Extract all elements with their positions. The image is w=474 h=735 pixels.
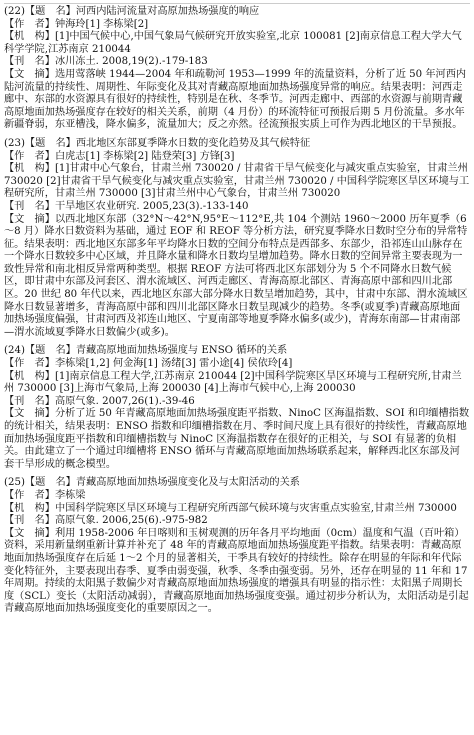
title-label: 【题 名】: [24, 345, 76, 357]
source-label: 【刊 名】: [4, 200, 55, 212]
abstract-label: 【文 摘】: [4, 527, 55, 539]
record-24: [4, 345, 470, 471]
record-author: 白虎志[1] 李栋梁[2] 陆登荣[3] 方锋[3]: [54, 150, 235, 162]
record-abstract: 利用 1958-2006 年日喀则和玉树观测的历年各月平均地面（0cm）温度和气温（百叶箱）资料，采用新量纲重新计算并补充了 48 年的青藏高原地面加热场强度距平指数。结果表明：青藏高原地面加热场强度存在后延 1～2 个月的显著相关，干季具有较好的持续性。除存在明显的年际和年代际变化特征外，主要表现出春季、夏季由弱变强，秋季、冬季由强变弱。另外，还存在明显的 11 年和 17 年周期。持续的太阳黑子数偏少对青藏高原地面加热场强度的增强具有明显的指示性：太阳黑子周期长度（SCL）变长（太阳活动减弱），青藏高原地面加热场强度变强。通过初步分析认为，太阳活动是引起青藏高原地面加热场强度变化的重要原因之一。: [4, 527, 469, 615]
record-author: 钟海玲[1] 李栋梁[2]: [54, 18, 149, 30]
record-title: 青藏高原地面加热场强度与 ENSO 循环的关系: [75, 345, 288, 357]
source-label: 【刊 名】: [4, 515, 55, 527]
top-divider: [4, 3, 470, 4]
record-abstract: 选用莺落峡 1944—2004 年和疏勒河 1953—1999 年的流量资料，分析了近 50 年河西内陆河流量的持续性、周期性、年际变化及其对青藏高原地面加热场强度异常的响应。结果表明：河西走廊中、东部的水资源具有很好的持续性，特别是在秋、冬季节。河西走廊中、西部的水资源与前期青藏高原地面加热场强度存在较好的相关关系，前期（4 月份）的环流特征可预报后期 5 月份流量。多水年新疆脊弱，东亚槽浅，降水偏多，流量加大；反之亦然。径流预报实质上可作为西北地区的干旱预报。: [4, 68, 467, 131]
record-23: [4, 138, 470, 340]
record-org-line: [4, 371, 470, 396]
record-org-line: [4, 163, 470, 201]
record-25: [4, 477, 470, 616]
record-author: 李栋梁[1,2] 何金海[1] 汤绪[3] 雷小途[4] 侯依玲[4]: [54, 358, 293, 370]
record-author-line: [4, 490, 470, 503]
record-number: (25): [4, 477, 25, 489]
abstract-label: 【文 摘】: [4, 213, 55, 225]
record-title-line: [4, 477, 470, 490]
source-label: 【刊 名】: [4, 56, 55, 68]
record-author-line: [4, 151, 470, 164]
record-source: 干旱地区农业研究. 2005,23(3).-133-140: [54, 200, 249, 212]
record-22: [4, 6, 470, 132]
author-label: 【作 者】: [4, 150, 55, 162]
org-label: 【机 构】: [4, 31, 55, 43]
record-abstract-line: [4, 69, 470, 132]
record-org: [1]甘肃中心气象台，甘肃兰州 730020 / 甘肃省干旱气候变化与减灾重点实验室，甘肃兰州 730020 [2]甘肃省干旱气候变化与减灾重点实验室，甘肃兰州 730020 / 中国科学院寒区旱区环境与工程研究所，甘肃兰州 730000 [3]甘肃兰州中心气象台，甘肃兰州 730020: [4, 163, 470, 200]
record-number: (24): [4, 345, 25, 357]
author-label: 【作 者】: [4, 18, 55, 30]
record-author: 李栋梁: [54, 489, 86, 501]
record-abstract-line: [4, 408, 470, 471]
record-org: 中国科学院寒区旱区环境与工程研究所西部气候环境与灾害重点实验室,甘肃兰州 730000: [54, 502, 457, 514]
record-org-line: [4, 503, 470, 516]
org-label: 【机 构】: [4, 163, 55, 175]
record-source: 高原气象. 2006,25(6).-975-982: [54, 515, 208, 527]
abstract-label: 【文 摘】: [4, 68, 55, 80]
record-source: 高原气象. 2007,26(1).-39-46: [54, 395, 195, 407]
record-abstract-line: [4, 214, 470, 340]
record-number: (22): [4, 6, 25, 17]
record-number: (23): [4, 137, 25, 149]
record-org-line: [4, 31, 470, 56]
author-label: 【作 者】: [4, 358, 55, 370]
org-label: 【机 构】: [4, 502, 55, 514]
record-title: 河西内陆河流量对高原加热场强度的响应: [75, 6, 260, 17]
record-title: 青藏高原地面加热场强度变化及与太阳活动的关系: [75, 477, 300, 489]
source-label: 【刊 名】: [4, 395, 55, 407]
record-source-line: [4, 56, 470, 69]
record-title-line: [4, 138, 470, 151]
record-author-line: [4, 358, 470, 371]
record-title: 西北地区东部夏季降水日数的变化趋势及其气候特征: [75, 137, 311, 149]
record-abstract-line: [4, 528, 470, 616]
record-title-line: [4, 345, 470, 358]
title-label: 【题 名】: [24, 477, 76, 489]
record-org: [1]中国气候中心,中国气象局气候研究开放实验室,北京 100081 [2]南京信息工程大学大气科学学院,江苏南京 210044: [4, 31, 462, 55]
org-label: 【机 构】: [4, 370, 55, 382]
abstract-label: 【文 摘】: [4, 408, 55, 420]
author-label: 【作 者】: [4, 489, 55, 501]
title-label: 【题 名】: [24, 137, 76, 149]
record-org: [1]南京信息工程大学,江苏南京 210044 [2]中国科学院寒区旱区环境与工程研究所,甘肃兰州 730000 [3]上海市气象局,上海 200030 [4]上海市气候中心,上海 200030: [4, 370, 462, 395]
record-source-line: [4, 396, 470, 409]
record-source: 冰川冻土. 2008,19(2).-179-183: [54, 56, 208, 68]
record-abstract: 以西北地区东部（32°N～42°N,95°E～112°E,共 104 个测站 1960～2000 历年夏季（6～8 月）降水日数资料为基础，通过 EOF 和 REOF 等分析方法，研究夏季降水日数时空分布的异常特征。结果表明：西北地区东部多年平均降水日数的空间分布特点是西部多、东部少，沿祁连山山脉存在一个降水日数较多中心区域，并且降水量和降水日数均呈增加趋势。降水日数的空间异常主要表现为一致性异常和南北相反异常两种类型。根据 REOF 方法可将西北区东部划分为 5 个不同降水日数气候区，即甘肃中东部及河套区、渭水流域区、河西走廊区、青海高原北部区、青海高原中部和四川北部区。20 世纪 80 年代以来，西北地区东部大部分降水日数呈增加趋势，其中，甘肃中东部、渭水流域区降水日数显著增多，青海高原中部和四川北部区降水日数呈现减少的趋势。冬季(或夏季)青藏高原地面加热场强度偏强，甘肃河西及祁连山地区、宁夏南部等地夏季降水偏多(或少)，青海东南部—甘肃南部—渭水流域夏季降水日数偏少(或多)。: [4, 213, 468, 338]
record-title-line: [4, 6, 470, 19]
title-label: 【题 名】: [24, 6, 76, 17]
record-source-line: [4, 515, 470, 528]
record-source-line: [4, 201, 470, 214]
record-author-line: [4, 19, 470, 32]
record-abstract: 分析了近 50 年青藏高原地面加热场强度距平指数、NinoC 区海温指数、SOI 和印缅槽指数的统计相关，结果表明：ENSO 指数和印缅槽指数在月、季时间尺度上具有很好的持续性，青藏高原地面加热场强度距平指数和印缅槽指数与 NinoC 区海温指数存在很好的正相关，与 SOI 有显著的负相关。由此建立了一个通过印缅槽将 ENSO 循环与青藏高原地面加热场联系起来，解释西北区东部及河套干旱形成的概念模型。: [4, 408, 470, 470]
